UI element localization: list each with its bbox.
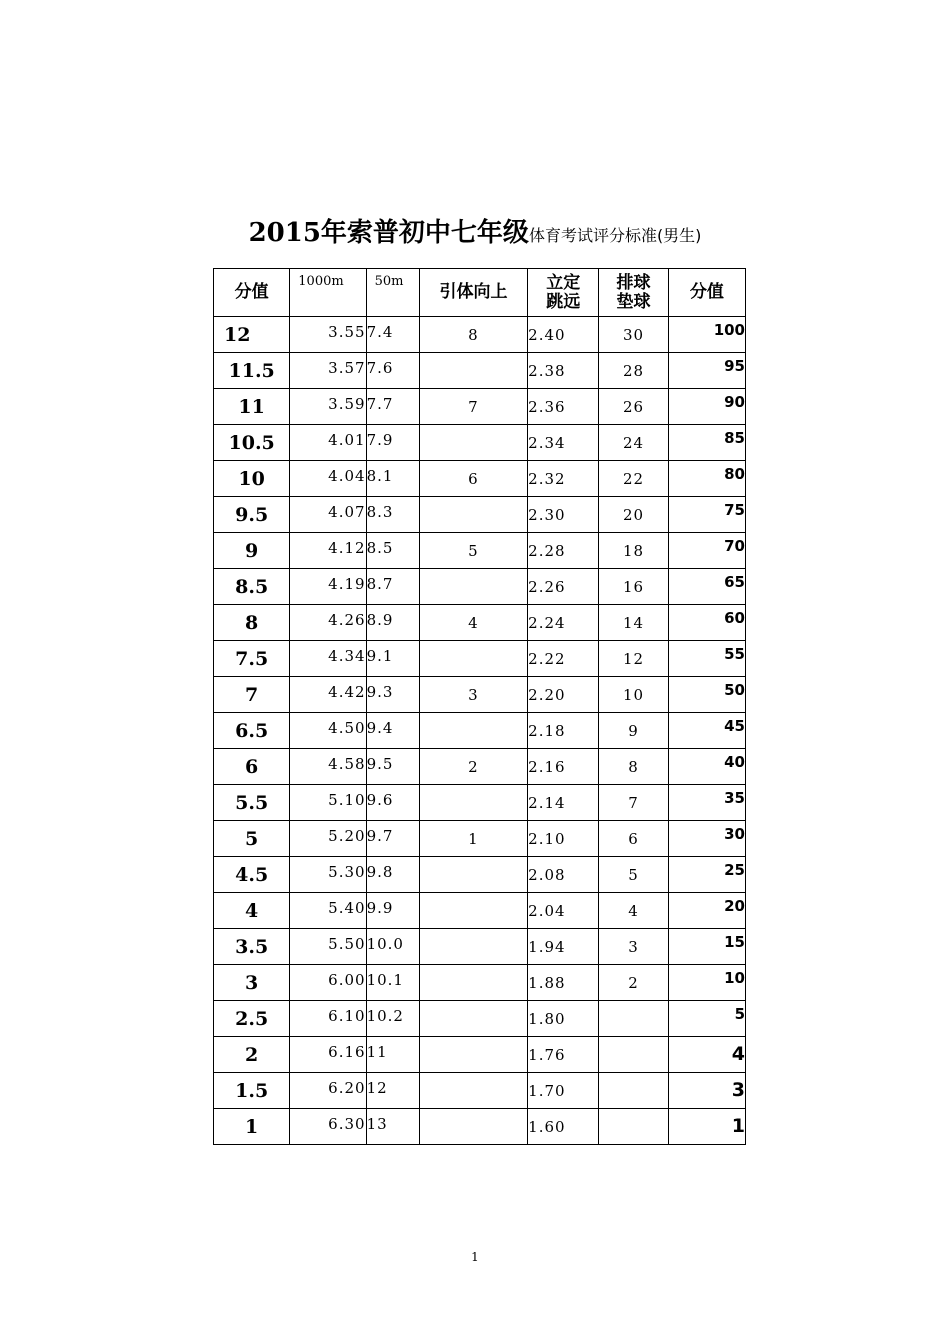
cell-pullup: 4 (419, 605, 527, 641)
table-row (214, 353, 746, 389)
cell-volleyball: 3 (599, 929, 668, 965)
cell-50m: 7.6 (366, 353, 419, 389)
header-score-left: 分值 (214, 269, 290, 317)
cell-50m: 9.7 (366, 821, 419, 857)
header-standing-jump: 立定 跳远 (528, 269, 599, 317)
cell-pullup (419, 641, 527, 677)
cell-standing-jump: 2.34 (528, 425, 599, 461)
cell-volleyball (599, 1001, 668, 1037)
table-row (214, 605, 746, 641)
cell-score: 1.5 (214, 1073, 290, 1109)
cell-standing-jump: 1.60 (528, 1109, 599, 1145)
cell-1000m: 6.10 (290, 1001, 366, 1037)
cell-standing-jump: 2.32 (528, 461, 599, 497)
cell-pullup (419, 353, 527, 389)
cell-1000m: 4.58 (290, 749, 366, 785)
cell-standing-jump: 1.76 (528, 1037, 599, 1073)
table-row (214, 1037, 746, 1073)
cell-standing-jump: 2.10 (528, 821, 599, 857)
cell-50m: 9.9 (366, 893, 419, 929)
cell-standing-jump: 2.04 (528, 893, 599, 929)
header-volleyball: 排球 垫球 (599, 269, 668, 317)
cell-score: 6 (214, 749, 290, 785)
cell-1000m: 4.34 (290, 641, 366, 677)
cell-50m: 8.1 (366, 461, 419, 497)
cell-standing-jump: 2.08 (528, 857, 599, 893)
cell-score: 7 (214, 677, 290, 713)
cell-50m: 7.7 (366, 389, 419, 425)
table-row (214, 1109, 746, 1145)
table-row (214, 749, 746, 785)
cell-50m: 8.9 (366, 605, 419, 641)
cell-volleyball: 30 (599, 317, 668, 353)
cell-score: 4.5 (214, 857, 290, 893)
cell-pullup (419, 965, 527, 1001)
cell-volleyball (599, 1109, 668, 1145)
cell-pullup (419, 1037, 527, 1073)
cell-50m: 7.4 (366, 317, 419, 353)
cell-score: 1 (214, 1109, 290, 1145)
cell-50m: 10.2 (366, 1001, 419, 1037)
header-1000m: 1000m (290, 269, 366, 317)
cell-standing-jump: 2.14 (528, 785, 599, 821)
cell-standing-jump: 2.22 (528, 641, 599, 677)
cell-score: 6.5 (214, 713, 290, 749)
page-number: 1 (471, 1250, 479, 1264)
cell-1000m: 6.20 (290, 1073, 366, 1109)
cell-1000m: 4.50 (290, 713, 366, 749)
cell-pullup (419, 857, 527, 893)
table-row (214, 893, 746, 929)
cell-percent: 1 (668, 1109, 745, 1145)
cell-standing-jump: 2.26 (528, 569, 599, 605)
cell-50m: 8.5 (366, 533, 419, 569)
cell-pullup (419, 425, 527, 461)
cell-percent: 10 (668, 965, 745, 1001)
cell-percent: 70 (668, 533, 745, 569)
table-row (214, 317, 746, 353)
cell-percent: 50 (668, 677, 745, 713)
cell-percent: 30 (668, 821, 745, 857)
cell-1000m: 5.50 (290, 929, 366, 965)
table-row (214, 389, 746, 425)
table-header-row (214, 269, 746, 317)
table-row (214, 1001, 746, 1037)
cell-percent: 35 (668, 785, 745, 821)
cell-score: 10 (214, 461, 290, 497)
cell-percent: 90 (668, 389, 745, 425)
cell-pullup (419, 569, 527, 605)
cell-volleyball: 12 (599, 641, 668, 677)
cell-pullup: 7 (419, 389, 527, 425)
cell-volleyball: 6 (599, 821, 668, 857)
cell-50m: 9.8 (366, 857, 419, 893)
cell-standing-jump: 2.20 (528, 677, 599, 713)
cell-pullup (419, 1001, 527, 1037)
header-score-right: 分值 (668, 269, 745, 317)
cell-score: 4 (214, 893, 290, 929)
cell-volleyball: 22 (599, 461, 668, 497)
cell-pullup (419, 497, 527, 533)
cell-score: 5.5 (214, 785, 290, 821)
table-row (214, 857, 746, 893)
cell-pullup (419, 929, 527, 965)
cell-1000m: 4.01 (290, 425, 366, 461)
cell-score: 2.5 (214, 1001, 290, 1037)
cell-50m: 8.3 (366, 497, 419, 533)
table-row (214, 785, 746, 821)
cell-standing-jump: 2.28 (528, 533, 599, 569)
cell-percent: 100 (668, 317, 745, 353)
cell-score: 10.5 (214, 425, 290, 461)
cell-1000m: 4.12 (290, 533, 366, 569)
table-row (214, 569, 746, 605)
cell-pullup: 8 (419, 317, 527, 353)
cell-1000m: 6.00 (290, 965, 366, 1001)
cell-50m: 9.3 (366, 677, 419, 713)
cell-50m: 11 (366, 1037, 419, 1073)
table-row (214, 425, 746, 461)
table-row (214, 461, 746, 497)
table-row (214, 1073, 746, 1109)
table-row (214, 641, 746, 677)
cell-pullup (419, 713, 527, 749)
document-title (0, 212, 950, 249)
cell-50m: 10.1 (366, 965, 419, 1001)
cell-volleyball: 18 (599, 533, 668, 569)
cell-score: 8.5 (214, 569, 290, 605)
cell-volleyball: 16 (599, 569, 668, 605)
table-row (214, 821, 746, 857)
cell-50m: 7.9 (366, 425, 419, 461)
cell-volleyball (599, 1073, 668, 1109)
cell-1000m: 5.10 (290, 785, 366, 821)
table-row (214, 497, 746, 533)
cell-1000m: 6.16 (290, 1037, 366, 1073)
cell-score: 11 (214, 389, 290, 425)
cell-standing-jump: 2.18 (528, 713, 599, 749)
cell-50m: 9.5 (366, 749, 419, 785)
cell-50m: 12 (366, 1073, 419, 1109)
table-row (214, 965, 746, 1001)
cell-50m: 9.6 (366, 785, 419, 821)
cell-volleyball: 10 (599, 677, 668, 713)
cell-score: 9 (214, 533, 290, 569)
cell-standing-jump: 2.36 (528, 389, 599, 425)
cell-volleyball: 8 (599, 749, 668, 785)
cell-50m: 9.4 (366, 713, 419, 749)
cell-50m: 10.0 (366, 929, 419, 965)
cell-1000m: 3.55 (290, 317, 366, 353)
cell-1000m: 5.40 (290, 893, 366, 929)
cell-1000m: 4.04 (290, 461, 366, 497)
cell-1000m: 6.30 (290, 1109, 366, 1145)
cell-percent: 5 (668, 1001, 745, 1037)
cell-volleyball (599, 1037, 668, 1073)
cell-pullup: 6 (419, 461, 527, 497)
table-row (214, 929, 746, 965)
cell-percent: 4 (668, 1037, 745, 1073)
cell-percent: 85 (668, 425, 745, 461)
cell-1000m: 5.30 (290, 857, 366, 893)
cell-volleyball: 4 (599, 893, 668, 929)
cell-percent: 60 (668, 605, 745, 641)
cell-percent: 15 (668, 929, 745, 965)
cell-1000m: 4.42 (290, 677, 366, 713)
cell-volleyball: 24 (599, 425, 668, 461)
cell-standing-jump: 1.80 (528, 1001, 599, 1037)
header-50m: 50m (366, 269, 419, 317)
cell-50m: 9.1 (366, 641, 419, 677)
cell-percent: 75 (668, 497, 745, 533)
cell-1000m: 3.59 (290, 389, 366, 425)
cell-volleyball: 28 (599, 353, 668, 389)
cell-score: 3.5 (214, 929, 290, 965)
cell-percent: 45 (668, 713, 745, 749)
cell-score: 7.5 (214, 641, 290, 677)
cell-score: 5 (214, 821, 290, 857)
cell-score: 9.5 (214, 497, 290, 533)
cell-standing-jump: 1.94 (528, 929, 599, 965)
cell-percent: 80 (668, 461, 745, 497)
table-row (214, 533, 746, 569)
cell-volleyball: 7 (599, 785, 668, 821)
cell-pullup: 5 (419, 533, 527, 569)
cell-percent: 3 (668, 1073, 745, 1109)
cell-pullup: 3 (419, 677, 527, 713)
cell-score: 3 (214, 965, 290, 1001)
cell-standing-jump: 2.30 (528, 497, 599, 533)
cell-pullup: 1 (419, 821, 527, 857)
cell-standing-jump: 1.88 (528, 965, 599, 1001)
cell-volleyball: 20 (599, 497, 668, 533)
header-pullup: 引体向上 (419, 269, 527, 317)
cell-1000m: 3.57 (290, 353, 366, 389)
scoring-table (213, 268, 746, 1145)
cell-percent: 40 (668, 749, 745, 785)
cell-percent: 20 (668, 893, 745, 929)
cell-pullup (419, 1109, 527, 1145)
cell-50m: 8.7 (366, 569, 419, 605)
cell-standing-jump: 2.24 (528, 605, 599, 641)
cell-pullup: 2 (419, 749, 527, 785)
cell-standing-jump: 1.70 (528, 1073, 599, 1109)
cell-volleyball: 26 (599, 389, 668, 425)
cell-1000m: 5.20 (290, 821, 366, 857)
cell-percent: 95 (668, 353, 745, 389)
cell-pullup (419, 893, 527, 929)
cell-score: 8 (214, 605, 290, 641)
cell-percent: 55 (668, 641, 745, 677)
table-row (214, 713, 746, 749)
cell-1000m: 4.19 (290, 569, 366, 605)
cell-standing-jump: 2.38 (528, 353, 599, 389)
cell-standing-jump: 2.40 (528, 317, 599, 353)
cell-percent: 65 (668, 569, 745, 605)
cell-standing-jump: 2.16 (528, 749, 599, 785)
cell-50m: 13 (366, 1109, 419, 1145)
cell-score: 2 (214, 1037, 290, 1073)
cell-volleyball: 2 (599, 965, 668, 1001)
cell-pullup (419, 785, 527, 821)
title-sub: 体育考试评分标准(男生) (528, 226, 702, 245)
cell-score: 12 (214, 317, 290, 353)
cell-percent: 25 (668, 857, 745, 893)
title-main: 2015年索普初中七年级 (248, 218, 529, 248)
table-row (214, 677, 746, 713)
cell-volleyball: 14 (599, 605, 668, 641)
cell-1000m: 4.07 (290, 497, 366, 533)
cell-volleyball: 5 (599, 857, 668, 893)
cell-score: 11.5 (214, 353, 290, 389)
cell-volleyball: 9 (599, 713, 668, 749)
cell-1000m: 4.26 (290, 605, 366, 641)
cell-pullup (419, 1073, 527, 1109)
